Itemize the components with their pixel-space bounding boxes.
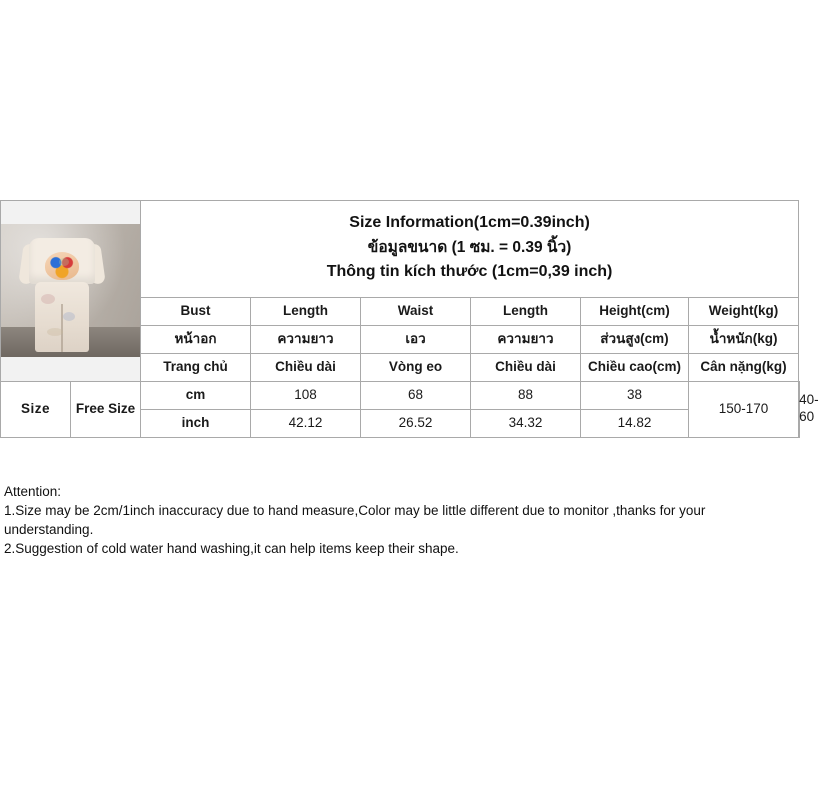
attention-notes [0, 478, 800, 559]
col-header-length1-en: Length [251, 297, 361, 325]
col-header-height-en: Height(cm) [581, 297, 689, 325]
value-bust-cm: 108 [251, 381, 361, 409]
value-height-range: 150-170 [689, 381, 799, 437]
col-header-length1-vi: Chiều dài [251, 353, 361, 381]
model-figure [29, 232, 95, 352]
chart-title-vi: Thông tin kích thước (1cm=0,39 inch) [326, 262, 613, 280]
size-label-cell: Size [1, 381, 71, 437]
col-header-weight-vi: Cân nặng(kg) [689, 353, 799, 381]
size-table [0, 200, 819, 438]
value-length1-inch: 26.52 [361, 409, 471, 437]
col-header-length1-th: ความยาว [251, 325, 361, 353]
col-header-waist-th: เอว [361, 325, 471, 353]
attention-line-2: 2.Suggestion of cold water hand washing,it can help items keep their shape. [4, 541, 459, 557]
col-header-length2-en: Length [471, 297, 581, 325]
col-header-bust-vi: Trang chủ [141, 353, 251, 381]
value-length2-cm: 38 [581, 381, 689, 409]
attention-line-1: 1.Size may be 2cm/1inch inaccuracy due to hand measure,Color may be little different due to monitor ,thanks for your understanding. [4, 503, 706, 538]
col-header-length2-vi: Chiều dài [471, 353, 581, 381]
value-waist-cm: 88 [471, 381, 581, 409]
product-photo-cell [1, 201, 141, 382]
value-bust-inch: 42.12 [251, 409, 361, 437]
table-row-title [1, 201, 800, 298]
chart-title-en: Size Information(1cm=0.39inch) [349, 214, 590, 231]
value-waist-inch: 34.32 [471, 409, 581, 437]
attention-heading: Attention: [4, 484, 62, 499]
col-header-height-th: ส่วนสูง(cm) [581, 325, 689, 353]
col-header-height-vi: Chiều cao(cm) [581, 353, 689, 381]
unit-cm: cm [141, 381, 251, 409]
col-header-length2-th: ความยาว [471, 325, 581, 353]
col-header-weight-th: น้ำหนัก(kg) [689, 325, 799, 353]
value-weight-range: 40-60 [799, 392, 819, 425]
size-chart-container [0, 200, 819, 438]
value-length1-cm: 68 [361, 381, 471, 409]
col-header-waist-vi: Vòng eo [361, 353, 471, 381]
chart-title-cell [141, 201, 799, 298]
value-length2-inch: 14.82 [581, 409, 689, 437]
table-row-cm [1, 381, 800, 409]
col-header-weight-en: Weight(kg) [689, 297, 799, 325]
col-header-bust-th: หน้าอก [141, 325, 251, 353]
col-header-waist-en: Waist [361, 297, 471, 325]
col-header-bust-en: Bust [141, 297, 251, 325]
product-photo [1, 224, 140, 357]
unit-inch: inch [141, 409, 251, 437]
pants-garment [35, 282, 89, 352]
free-size-label: Free Size [71, 381, 141, 437]
chart-title-th: ข้อมูลขนาด (1 ซม. = 0.39 นิ้ว) [367, 238, 572, 256]
print-graphic [45, 252, 79, 280]
